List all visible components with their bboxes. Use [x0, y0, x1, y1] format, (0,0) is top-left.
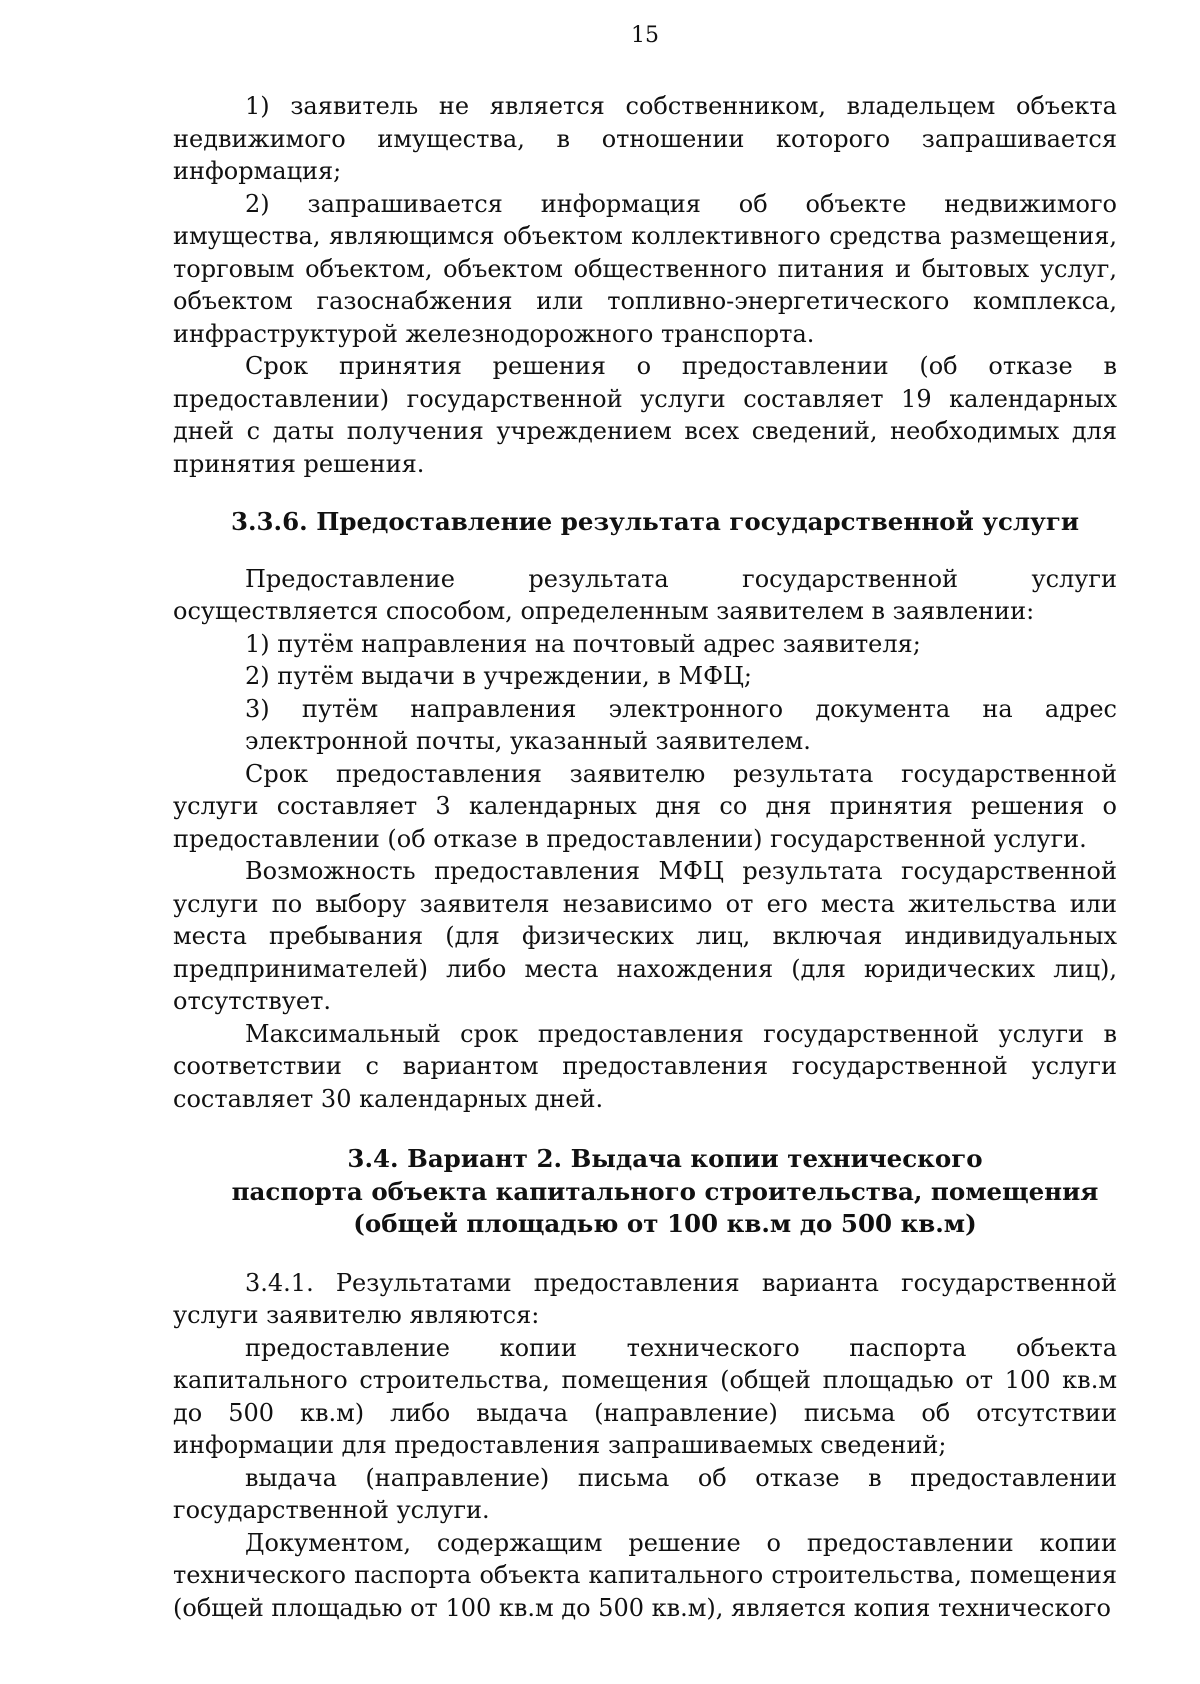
paragraph-result-intro: Предоставление результата государственной услуги осуществляется способом, определенным заявителем в заявлении: [173, 564, 1117, 625]
paragraph-3-4-1: 3.4.1. Результатами предоставления варианта государственной услуги заявителю являются: [173, 1268, 1117, 1329]
paragraph-result-option-1: предоставление копии технического паспорта объекта капитального строительства, помещения (общей площадью от 100 кв.м до 500 кв.м) либо выдача (направление) письма об отсутствии информации для предоставления запрашиваемых сведений; [173, 1333, 1117, 1459]
paragraph-result-option-2: выдача (направление) письма об отказе в предоставлении государственной услуги. [173, 1463, 1117, 1524]
paragraph-decision-document: Документом, содержащим решение о предоставлении копии технического паспорта объекта капитального строительства, помещения (общей площадью от 100 кв.м до 500 кв.м), является копия технического [173, 1528, 1117, 1622]
heading-3-4-line-2: паспорта объекта капитального строительства, помещения [231, 1176, 1099, 1206]
paragraph-item-2: 2) запрашивается информация об объекте недвижимого имущества, являющимся объектом коллективного средства размещения, торговым объектом, объектом общественного питания и бытовых услуг, объектом газоснабжения или топливно-энергетического комплекса, инфраструктурой железнодорожного транспорта. [173, 189, 1117, 348]
paragraph-mfc-possibility: Возможность предоставления МФЦ результата государственной услуги по выбору заявителя независимо от его места жительства или места пребывания (для физических лиц, включая индивидуальных предпринимателей) либо места нахождения (для юридических лиц), отсутствует. [173, 857, 1117, 1015]
heading-3-4-line-3: (общей площадью от 100 кв.м до 500 кв.м) [353, 1209, 977, 1238]
paragraph-item-1: 1) заявитель не является собственником, владельцем объекта недвижимого имущества, в отношении которого запрашивается информация; [173, 92, 1117, 185]
heading-3-4-line-1: 3.4. Вариант 2. Выдача копии технического [347, 1144, 983, 1173]
list-item-method-2: 2) путём выдачи в учреждении, в МФЦ; [245, 662, 752, 690]
document-body [173, 90, 1117, 1624]
paragraph-result-term: Срок предоставления заявителю результата государственной услуги составляет 3 календарных дня со дня принятия решения о предоставлении (об отказе в предоставлении) государственной услуги. [173, 759, 1117, 853]
heading-3-4 [173, 1143, 1117, 1241]
list-item-method-3: 3) путём направления электронного документа на адрес электронной почты, указанный заявителем. [245, 694, 1117, 755]
heading-3-3-6: 3.3.6. Предоставление результата государственной услуги [230, 507, 1080, 536]
paragraph-decision-term: Срок принятия решения о предоставлении (об отказе в предоставлении) государственной услуги составляет 19 календарных дней с даты получения учреждением всех сведений, необходимых для принятия решения. [173, 352, 1117, 478]
page-number: 15 [631, 23, 659, 48]
paragraph-max-term: Максимальный срок предоставления государственной услуги в соответствии с вариантом предоставления государственной услуги составляет 30 календарных дней. [173, 1019, 1117, 1113]
list-item-method-1: 1) путём направления на почтовый адрес заявителя; [245, 629, 921, 658]
